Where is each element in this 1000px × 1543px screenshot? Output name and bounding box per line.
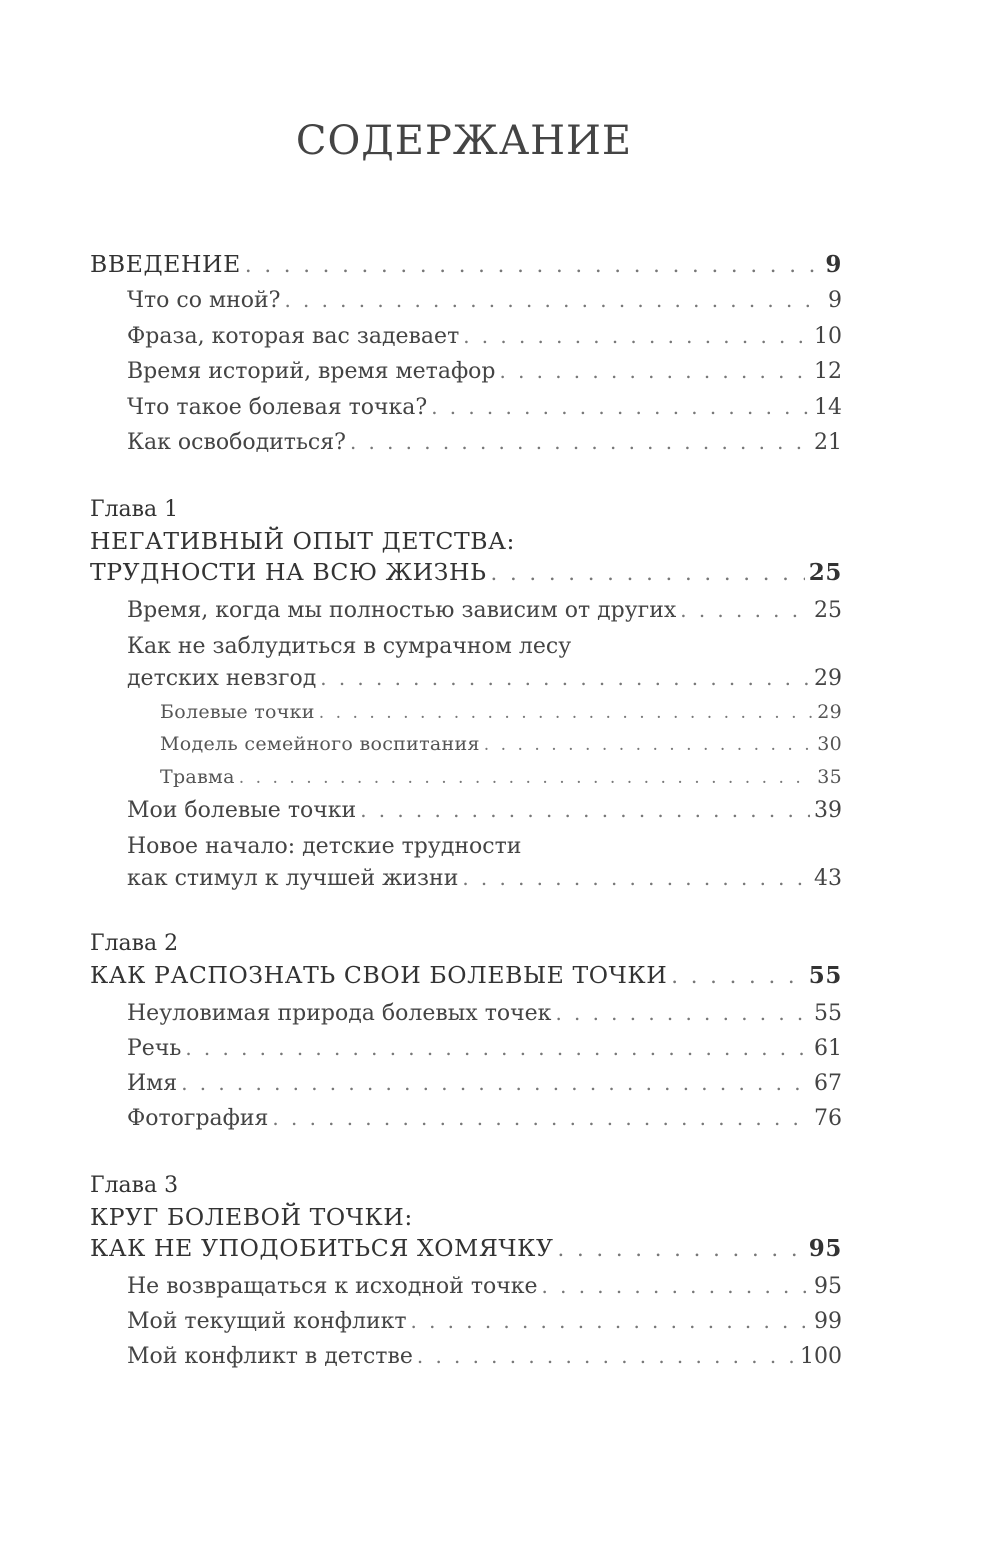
toc-entry-label: Модель семейного воспитания <box>160 733 480 755</box>
toc-entry-label: ТРУДНОСТИ НА ВСЮ ЖИЗНЬ <box>90 558 487 586</box>
toc-page-number: 29 <box>817 701 842 723</box>
toc-entry-label: Фраза, которая вас задевает <box>127 324 460 349</box>
dot-leader <box>360 799 810 822</box>
toc-page-number: 76 <box>814 1106 842 1131</box>
toc-entry-label: Травма <box>160 766 235 788</box>
toc-entry[interactable] <box>90 1001 842 1026</box>
toc-entry[interactable] <box>90 866 842 891</box>
toc-entry-line1[interactable]: Новое начало: детские трудности <box>127 834 522 859</box>
toc-entry-label: детских невзгод <box>127 666 317 691</box>
toc-entry-label: Не возвращаться к исходной точке <box>127 1274 538 1299</box>
dot-leader <box>417 1345 796 1368</box>
toc-entry[interactable] <box>90 359 842 384</box>
toc-entry[interactable] <box>90 798 842 823</box>
toc-page-number: 29 <box>814 666 842 691</box>
toc-subentry[interactable] <box>90 766 842 788</box>
toc-page-number: 100 <box>800 1344 842 1369</box>
toc-entry-label: ВВЕДЕНИЕ <box>90 250 241 278</box>
toc-page-number: 30 <box>817 733 842 755</box>
dot-leader <box>239 768 813 788</box>
toc-page-number: 9 <box>825 251 842 278</box>
toc-entry-chapter-1[interactable] <box>90 558 842 586</box>
toc-subentry[interactable] <box>90 733 842 755</box>
toc-page-number: 12 <box>814 359 842 384</box>
toc-entry[interactable] <box>90 288 842 313</box>
dot-leader <box>463 325 810 348</box>
toc-page-number: 35 <box>817 766 842 788</box>
toc-entry-label: Болевые точки <box>160 701 315 723</box>
dot-leader <box>555 1002 810 1025</box>
chapter-1-label: Глава 1 <box>90 497 179 522</box>
toc-page-number: 25 <box>814 598 842 623</box>
toc-page-number: 25 <box>808 559 842 586</box>
toc-entry-label: Что такое болевая точка? <box>127 395 428 420</box>
chapter-1-title-line1[interactable]: НЕГАТИВНЫЙ ОПЫТ ДЕТСТВА: <box>90 527 516 555</box>
toc-page-number: 14 <box>814 395 842 420</box>
toc-entry[interactable] <box>90 1344 842 1369</box>
dot-leader <box>462 867 810 890</box>
toc-entry-label: Речь <box>127 1036 182 1061</box>
dot-leader <box>671 963 804 988</box>
toc-entry[interactable] <box>90 1106 842 1131</box>
dot-leader <box>272 1107 810 1130</box>
dot-leader <box>284 289 824 312</box>
toc-entry[interactable] <box>90 1309 842 1334</box>
toc-page-number: 43 <box>814 866 842 891</box>
toc-entry[interactable] <box>90 430 842 455</box>
toc-page-number: 67 <box>814 1071 842 1096</box>
toc-entry-label: Фотография <box>127 1106 269 1131</box>
toc-entry-chapter-3[interactable] <box>90 1234 842 1262</box>
toc-entry-label: КАК РАСПОЗНАТЬ СВОИ БОЛЕВЫЕ ТОЧКИ <box>90 961 668 989</box>
dot-leader <box>319 703 813 723</box>
dot-leader <box>185 1037 810 1060</box>
toc-page-number: 55 <box>814 1001 842 1026</box>
toc-entry-chapter-2[interactable] <box>90 961 842 989</box>
toc-entry[interactable] <box>90 1274 842 1299</box>
dot-leader <box>542 1275 810 1298</box>
toc-page-number: 9 <box>828 288 842 313</box>
chapter-3-label: Глава 3 <box>90 1173 179 1198</box>
dot-leader <box>680 599 810 622</box>
toc-page-number: 39 <box>814 798 842 823</box>
toc-entry[interactable] <box>90 1071 842 1096</box>
dot-leader <box>558 1236 805 1261</box>
chapter-2-label: Глава 2 <box>90 931 179 956</box>
toc-entry-label: Мои болевые точки <box>127 798 357 823</box>
toc-entry[interactable] <box>90 666 842 691</box>
toc-entry-label: КАК НЕ УПОДОБИТЬСЯ ХОМЯЧКУ <box>90 1234 554 1262</box>
toc-entry-intro[interactable] <box>90 250 842 278</box>
dot-leader <box>491 560 805 585</box>
dot-leader <box>431 396 810 419</box>
toc-entry-label: Мой текущий конфликт <box>127 1309 407 1334</box>
toc-page-number: 10 <box>814 324 842 349</box>
dot-leader <box>245 252 821 277</box>
toc-page-number: 99 <box>814 1309 842 1334</box>
toc-entry[interactable] <box>90 598 842 623</box>
toc-entry-label: как стимул к лучшей жизни <box>127 866 459 891</box>
toc-entry-line1[interactable]: Как не заблудиться в сумрачном лесу <box>127 634 572 659</box>
dot-leader <box>320 667 810 690</box>
dot-leader <box>350 431 810 454</box>
toc-entry-label: Имя <box>127 1071 178 1096</box>
toc-page-number: 21 <box>814 430 842 455</box>
chapter-3-title-line1[interactable]: КРУГ БОЛЕВОЙ ТОЧКИ: <box>90 1203 413 1231</box>
dot-leader <box>411 1310 810 1333</box>
toc-page-number: 55 <box>808 962 842 989</box>
toc-subentry[interactable] <box>90 701 842 723</box>
toc-entry-label: Неуловимая природа болевых точек <box>127 1001 552 1026</box>
toc-entry[interactable] <box>90 324 842 349</box>
dot-leader <box>181 1072 810 1095</box>
toc-entry-label: Как освободиться? <box>127 430 346 455</box>
toc-page-number: 61 <box>814 1036 842 1061</box>
toc-page-number: 95 <box>808 1235 842 1262</box>
toc-page-number: 95 <box>814 1274 842 1299</box>
toc-entry-label: Мой конфликт в детстве <box>127 1344 413 1369</box>
toc-entry[interactable] <box>90 1036 842 1061</box>
toc-entry[interactable] <box>90 395 842 420</box>
dot-leader <box>500 360 811 383</box>
toc-entry-label: Что со мной? <box>127 288 281 313</box>
toc-entry-label: Время историй, время метафор <box>127 359 496 384</box>
dot-leader <box>484 735 813 755</box>
toc-entry-label: Время, когда мы полностью зависим от других <box>127 598 677 623</box>
page-title: СОДЕРЖАНИЕ <box>295 118 633 164</box>
